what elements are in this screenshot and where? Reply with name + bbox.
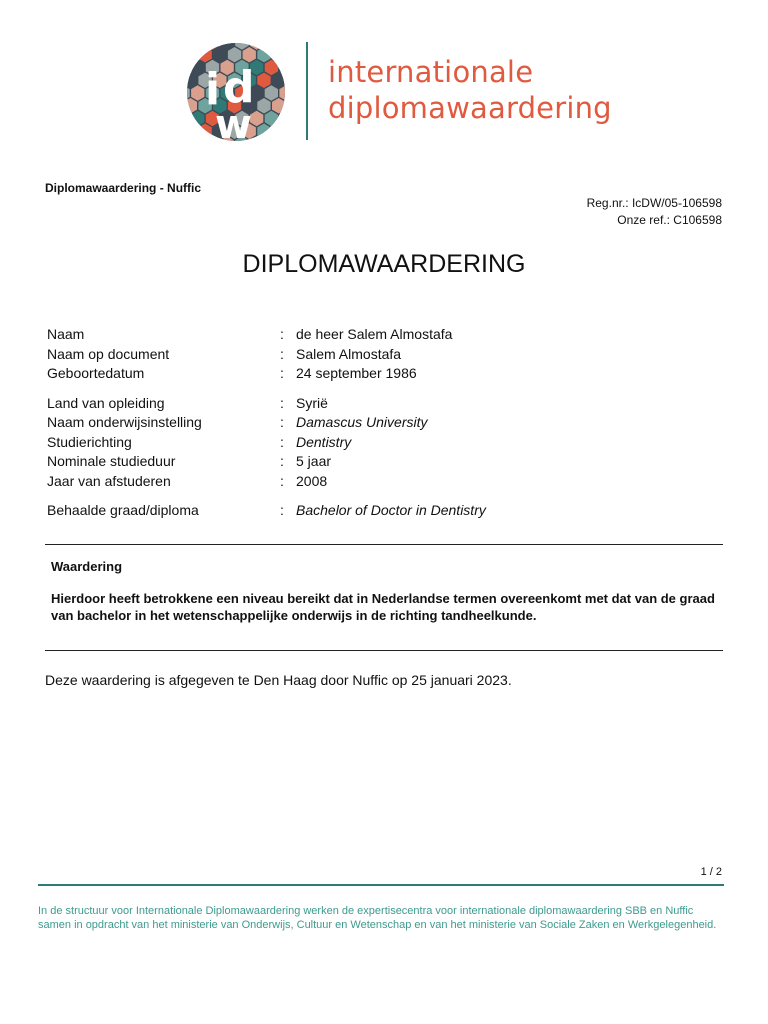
logo-hex bbox=[272, 47, 285, 62]
logo-hex bbox=[183, 60, 190, 75]
logo-hex bbox=[183, 136, 190, 142]
logo-hex bbox=[272, 124, 285, 140]
logo-hex bbox=[287, 47, 289, 62]
personal-details-table bbox=[47, 325, 737, 521]
document-title: DIPLOMAWAARDERING bbox=[242, 250, 526, 278]
field-row-naam bbox=[47, 325, 737, 345]
registration-number: Reg.nr.: IcDW/05-106598 bbox=[586, 196, 722, 210]
field-row-studierichting bbox=[47, 433, 737, 453]
field-label: Studierichting bbox=[47, 433, 132, 450]
field-value: Salem Almostafa bbox=[296, 345, 402, 362]
reference-number: Onze ref.: C106598 bbox=[617, 213, 722, 227]
field-separator: : bbox=[280, 433, 284, 450]
idw-logo-mark bbox=[183, 42, 289, 142]
field-label: Naam op document bbox=[47, 345, 170, 362]
field-separator: : bbox=[280, 472, 284, 489]
brand-name-line-1: internationale bbox=[328, 55, 534, 89]
logo-hex bbox=[287, 124, 289, 140]
field-value: 24 september 1986 bbox=[296, 365, 417, 381]
field-label: Nominale studieduur bbox=[47, 453, 176, 469]
logo-hex bbox=[183, 111, 190, 126]
field-row-onderwijsinstelling bbox=[47, 413, 737, 433]
divider-bottom bbox=[45, 650, 723, 651]
logo-hex bbox=[191, 42, 204, 50]
footer-rule bbox=[38, 884, 724, 886]
page-number: 1 / 2 bbox=[700, 866, 722, 878]
field-value: Dentistry bbox=[296, 433, 352, 450]
svg-text:i: i bbox=[205, 64, 221, 115]
issued-statement: Deze waardering is afgegeven te Den Haag door Nuffic op 25 januari 2023. bbox=[45, 672, 512, 688]
field-value: Damascus University bbox=[296, 414, 428, 430]
field-separator: : bbox=[280, 502, 284, 518]
field-row-graad bbox=[47, 501, 737, 521]
field-label: Behaalde graad/diploma bbox=[47, 502, 199, 518]
logo-divider bbox=[306, 42, 308, 140]
field-value: 2008 bbox=[296, 472, 328, 489]
field-row-naam-op-document bbox=[47, 345, 737, 365]
footer-text: In de structuur voor Internationale Diplomawaardering werken de expertisecentra voor internationale diplomawaardering SBB en Nuffic samen in opdracht van het ministerie van Onderwijs, Cultuur en Wetenschap en van het ministerie van Sociale Zaken en Werkgelegenheid. bbox=[38, 905, 717, 931]
logo-hex bbox=[287, 73, 289, 88]
svg-text:w: w bbox=[215, 102, 252, 142]
field-value: 5 jaar bbox=[296, 453, 332, 469]
field-value: de heer Salem Almostafa bbox=[296, 326, 453, 342]
logo-hex bbox=[265, 136, 278, 142]
field-label: Naam onderwijsinstelling bbox=[47, 414, 202, 430]
logo-hex bbox=[184, 47, 197, 62]
field-row-land-van-opleiding bbox=[47, 394, 737, 414]
field-value: Bachelor of Doctor in Dentistry bbox=[296, 502, 486, 518]
logo-hex bbox=[287, 98, 289, 114]
field-row-studieduur bbox=[47, 452, 737, 472]
divider-top bbox=[45, 544, 723, 545]
field-value: Syrië bbox=[296, 394, 328, 411]
field-separator: : bbox=[280, 326, 284, 342]
field-separator: : bbox=[280, 345, 284, 362]
logo-hex bbox=[265, 42, 278, 50]
field-separator: : bbox=[280, 394, 284, 411]
field-label: Geboortedatum bbox=[47, 365, 145, 381]
field-label: Land van opleiding bbox=[47, 394, 165, 411]
field-separator: : bbox=[280, 365, 284, 381]
logo-hex bbox=[183, 42, 190, 50]
logo-hex bbox=[279, 136, 289, 142]
logo-hex bbox=[184, 124, 197, 140]
waardering-text: Hierdoor heeft betrokkene een niveau bereikt dat in Nederlandse termen overeenkomt met dat van de graad van bachelor in het wetenschappelijke onderwijs in de richting tandheelkunde. bbox=[51, 591, 715, 623]
svg-text:d: d bbox=[223, 62, 255, 113]
brand-name-line-2: diplomawaardering bbox=[328, 91, 612, 125]
field-separator: : bbox=[280, 414, 284, 430]
field-row-jaar-van-afstuderen bbox=[47, 472, 737, 492]
organization-label: Diplomawaardering - Nuffic bbox=[45, 181, 202, 195]
logo-hex bbox=[279, 42, 289, 50]
field-row-geboortedatum bbox=[47, 364, 737, 384]
field-label: Jaar van afstuderen bbox=[47, 472, 171, 489]
logo-hex bbox=[279, 111, 289, 126]
field-label: Naam bbox=[47, 326, 85, 342]
logo-hex bbox=[191, 136, 204, 142]
field-separator: : bbox=[280, 453, 284, 469]
waardering-heading: Waardering bbox=[51, 559, 123, 574]
